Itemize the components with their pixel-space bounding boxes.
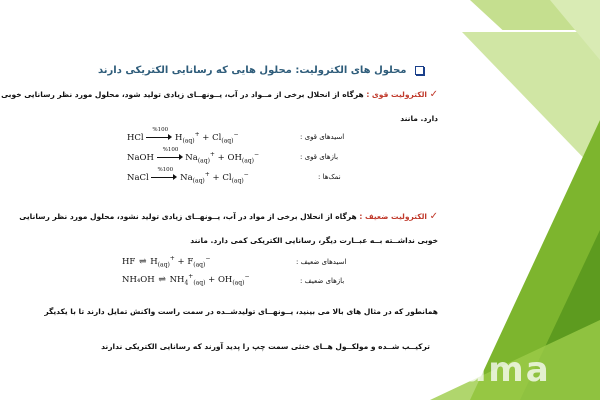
check-icon: ✓ xyxy=(429,211,438,222)
equation-strong-base: NaOH %100 $Na_{(aq)}^+ + OH_{(aq)}^-$ xyxy=(127,147,260,165)
equation-salt: NaCl %100 $Na_{(aq)}^+ + Cl_{(aq)}^-$ xyxy=(127,167,249,185)
label-weak-bases: بازهای ضعیف : xyxy=(300,277,345,285)
weak-paragraph-line1 xyxy=(0,211,438,222)
strong-label: الکترولیت قوی : xyxy=(366,90,427,99)
heading-line xyxy=(98,65,424,76)
strong-paragraph-line1 xyxy=(0,89,438,100)
heading-text: محلول های الکترولیت: محلول هایی که رسانایی الکتریکی دارند xyxy=(98,65,407,76)
footer-line2: ترکیــب شــده و مولکــول هــای خنثی سمت چپ را پدید آورند که رسانایی الکتریکی ندارند xyxy=(101,342,430,351)
forward-arrow-icon: %100 xyxy=(146,132,172,142)
forward-arrow-icon: %100 xyxy=(157,152,183,162)
label-weak-acids: اسیدهای ضعیف : xyxy=(296,258,347,266)
weak-label: الکترولیت ضعیف : xyxy=(359,212,427,221)
equation-weak-acid: HF ⇌ $H_{(aq)}^+ + F_{(aq)}^-$ xyxy=(122,255,211,269)
weak-line1: هرگاه از انحلال برخی از مواد در آب، یــونهــای زیادی تولید نشود، محلول مورد نظر رسانایی xyxy=(19,212,357,221)
equilibrium-arrow-icon: ⇌ xyxy=(139,256,147,267)
equation-strong-acid: HCl %100 $H_{(aq)}^+ + Cl_{(aq)}^-$ xyxy=(127,127,239,145)
label-salts: نمک‌ها : xyxy=(318,173,341,181)
checkbox-bullet-icon xyxy=(415,66,424,75)
gama-watermark-logo: ɢama xyxy=(440,350,551,390)
strong-line2: دارد. مانند xyxy=(400,114,438,123)
strong-line1: هرگاه از انحلال برخی از مــواد در آب، یــونهــای زیادی تولید شود، محلول مورد نظر رسانایی خوبی xyxy=(1,90,364,99)
forward-arrow-icon: %100 xyxy=(151,172,177,182)
equilibrium-arrow-icon: ⇌ xyxy=(158,274,166,285)
weak-line2: خوبی نداشــته بــه عبــارت دیگر، رسانایی الکتریکی کمی دارد. مانند xyxy=(190,236,438,245)
label-strong-bases: بازهای قوی : xyxy=(300,153,339,161)
footer-line1: همانطور که در مثال های بالا می بینید، یــونهــای تولیدشــده در سمت راست واکنش تمایل دارند تا با یکدیگر xyxy=(44,307,438,316)
equation-weak-base: NH₄OH ⇌ $NH_4^+_{(aq)} + OH_{(aq)}^-$ xyxy=(122,273,250,287)
check-icon: ✓ xyxy=(429,89,438,100)
label-strong-acids: اسیدهای قوی : xyxy=(300,133,345,141)
